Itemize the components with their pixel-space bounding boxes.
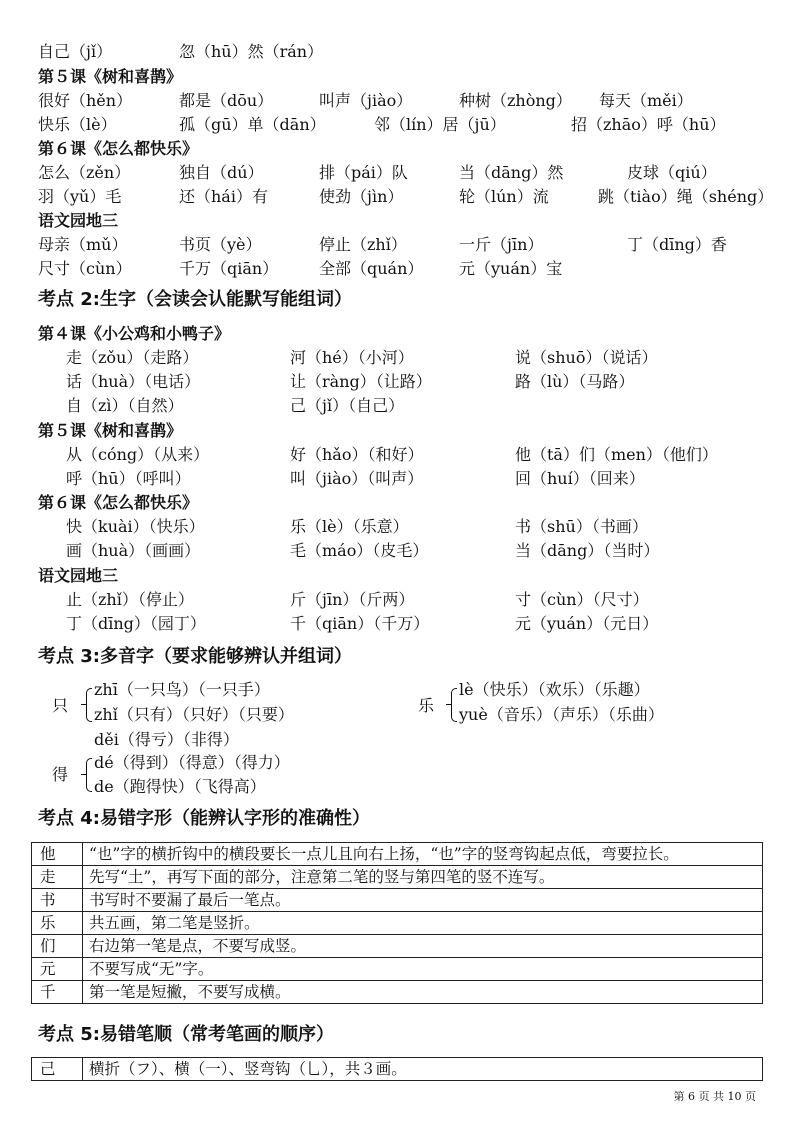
char-entry: 斤（jīn）（斤两） — [290, 590, 415, 609]
table-note: 右边第一笔是点，不要写成竖。 — [83, 935, 763, 958]
table-char: 己 — [32, 1058, 83, 1081]
word: 孤（gū）单（dān） — [179, 115, 326, 134]
word: 邻（lín）居（jū） — [374, 115, 506, 134]
brace-de — [86, 758, 92, 792]
table-char: 元 — [32, 958, 83, 981]
word: 跳（tiào）绳（shéng） — [598, 187, 774, 206]
char-entry: 好（hǎo）（和好） — [290, 445, 424, 464]
char-entry: 他（tā）们（men）（他们） — [515, 445, 718, 464]
kd5-heading: 考点 5:易错笔顺（常考笔画的顺序） — [38, 1024, 334, 1045]
word: 独自（dú） — [179, 163, 264, 182]
table-row — [32, 843, 763, 866]
page-number: 第 6 页 共 10 页 — [673, 1090, 756, 1103]
table-char: 千 — [32, 981, 83, 1004]
char-entry: 呼（hū）（呼叫） — [66, 469, 191, 488]
word: 忽（hū）然（rán） — [179, 42, 324, 61]
kd2-garden-heading: 语文园地三 — [38, 566, 119, 585]
polyphone-reading: zhī（一只鸟）（一只手） — [94, 680, 270, 699]
lesson6-heading: 第６课《怎么都快乐》 — [38, 139, 199, 158]
polyphone-char-le: 乐 — [418, 696, 435, 715]
lesson5-heading: 第５课《树和喜鹊》 — [38, 67, 183, 86]
word: 元（yuán）宝 — [459, 259, 563, 278]
char-entry: 自（zì）（自然） — [66, 396, 184, 415]
table-row — [32, 935, 763, 958]
word: 母亲（mǔ） — [38, 235, 128, 254]
char-entry: 走（zǒu）（走路） — [66, 348, 199, 367]
table-char: 书 — [32, 889, 83, 912]
word: 排（pái）队 — [319, 163, 408, 182]
polyphone-reading: lè（快乐）（欢乐）（乐趣） — [459, 680, 650, 699]
char-entry: 路（lù）（马路） — [515, 372, 635, 391]
kd2-lesson6-heading: 第６课《怎么都快乐》 — [38, 493, 199, 512]
word: 轮（lún）流 — [459, 187, 549, 206]
table-char: 乐 — [32, 912, 83, 935]
brace-tip-zhi — [81, 704, 86, 705]
garden-heading: 语文园地三 — [38, 211, 119, 230]
kd3-heading: 考点 3:多音字（要求能够辨认并组词） — [38, 646, 352, 667]
word: 一斤（jīn） — [459, 235, 544, 254]
word: 每天（měi） — [599, 91, 693, 110]
word: 还（hái）有 — [179, 187, 268, 206]
word: 招（zhāo）呼（hū） — [571, 115, 726, 134]
kd2-heading: 考点 2:生字（会读会认能默写能组词） — [38, 289, 352, 310]
table-note: 书写时不要漏了最后一笔点。 — [83, 889, 763, 912]
char-entry: 从（cóng）（从来） — [66, 445, 210, 464]
table-row — [32, 889, 763, 912]
brace-zhi — [86, 688, 92, 722]
char-entry: 画（huà）（画画） — [66, 541, 201, 560]
char-entry: 丁（dīng）（园丁） — [66, 614, 206, 633]
word: 千万（qiān） — [179, 259, 279, 278]
word: 丁（dīng）香 — [627, 235, 727, 254]
char-entry: 乐（lè）（乐意） — [290, 517, 409, 536]
word: 叫声（jiào） — [319, 91, 413, 110]
kd4-table — [31, 842, 763, 1004]
word: 都是（dōu） — [179, 91, 274, 110]
word: 种树（zhòng） — [459, 91, 572, 110]
table-note: 共五画，第二笔是竖折。 — [83, 912, 763, 935]
table-char: 他 — [32, 843, 83, 866]
word: 当（dāng）然 — [459, 163, 564, 182]
polyphone-reading: dé（得到）（得意）（得力） — [94, 753, 290, 772]
char-entry: 河（hé）（小河） — [290, 348, 414, 367]
table-row — [32, 981, 763, 1004]
table-row — [32, 912, 763, 935]
char-entry: 说（shuō）（说话） — [515, 348, 658, 367]
table-note: 先写“土”，再写下面的部分，注意第二笔的竖与第四笔的竖不连写。 — [83, 866, 763, 889]
char-entry: 止（zhǐ）（停止） — [66, 590, 194, 609]
char-entry: 己（jǐ）（自己） — [290, 396, 405, 415]
table-note: 不要写成“无”字。 — [83, 958, 763, 981]
kd2-lesson5-heading: 第５课《树和喜鹊》 — [38, 421, 183, 440]
word: 尺寸（cùn） — [38, 259, 132, 278]
table-char: 走 — [32, 866, 83, 889]
polyphone-reading: zhǐ（只有）（只好）（只要） — [94, 705, 294, 724]
brace-le — [451, 688, 457, 722]
char-entry: 让（ràng）（让路） — [290, 372, 432, 391]
table-note: “也”字的横折钩中的横段要长一点儿且向右上扬，“也”字的竖弯钩起点低，弯要拉长。 — [83, 843, 763, 866]
table-note: 第一笔是短撇，不要写成横。 — [83, 981, 763, 1004]
char-entry: 当（dāng）（当时） — [515, 541, 660, 560]
word: 自己（jǐ） — [38, 42, 113, 61]
brace-tip-de — [81, 774, 86, 775]
polyphone-char-zhi: 只 — [52, 696, 69, 715]
brace-tip-le — [446, 704, 451, 705]
word: 快乐（lè） — [38, 115, 117, 134]
word: 皮球（qiú） — [627, 163, 717, 182]
word: 书页（yè） — [179, 235, 262, 254]
word: 使劲（jìn） — [319, 187, 404, 206]
polyphone-reading: de（跑得快）（飞得高） — [94, 777, 266, 796]
char-entry: 寸（cùn）（尺寸） — [515, 590, 649, 609]
char-entry: 毛（máo）（皮毛） — [290, 541, 429, 560]
kd2-lesson4-heading: 第４课《小公鸡和小鸭子》 — [38, 324, 231, 343]
word: 全部（quán） — [319, 259, 424, 278]
word: 羽（yǔ）毛 — [38, 187, 122, 206]
char-entry: 千（qiān）（千万） — [290, 614, 430, 633]
word: 怎么（zěn） — [38, 163, 131, 182]
kd5-table — [31, 1057, 763, 1081]
char-entry: 回（huí）（回来） — [515, 469, 645, 488]
polyphone-reading: yuè（音乐）（声乐）（乐曲） — [459, 705, 664, 724]
char-entry: 书（shū）（书画） — [515, 517, 648, 536]
char-entry: 叫（jiào）（叫声） — [290, 469, 424, 488]
kd4-heading: 考点 4:易错字形（能辨认字形的准确性） — [38, 808, 370, 829]
char-entry: 话（huà）（电话） — [66, 372, 201, 391]
word: 很好（hěn） — [38, 91, 133, 110]
char-entry: 快（kuài）（快乐） — [66, 517, 205, 536]
table-note: 横折（フ）、横（一）、竖弯钩（乚），共３画。 — [83, 1058, 763, 1081]
table-row — [32, 1058, 763, 1081]
polyphone-reading: děi（得亏）（非得） — [94, 730, 239, 749]
polyphone-char-de: 得 — [52, 765, 69, 784]
table-char: 们 — [32, 935, 83, 958]
table-row — [32, 958, 763, 981]
char-entry: 元（yuán）（元日） — [515, 614, 659, 633]
table-row — [32, 866, 763, 889]
word: 停止（zhǐ） — [319, 235, 407, 254]
